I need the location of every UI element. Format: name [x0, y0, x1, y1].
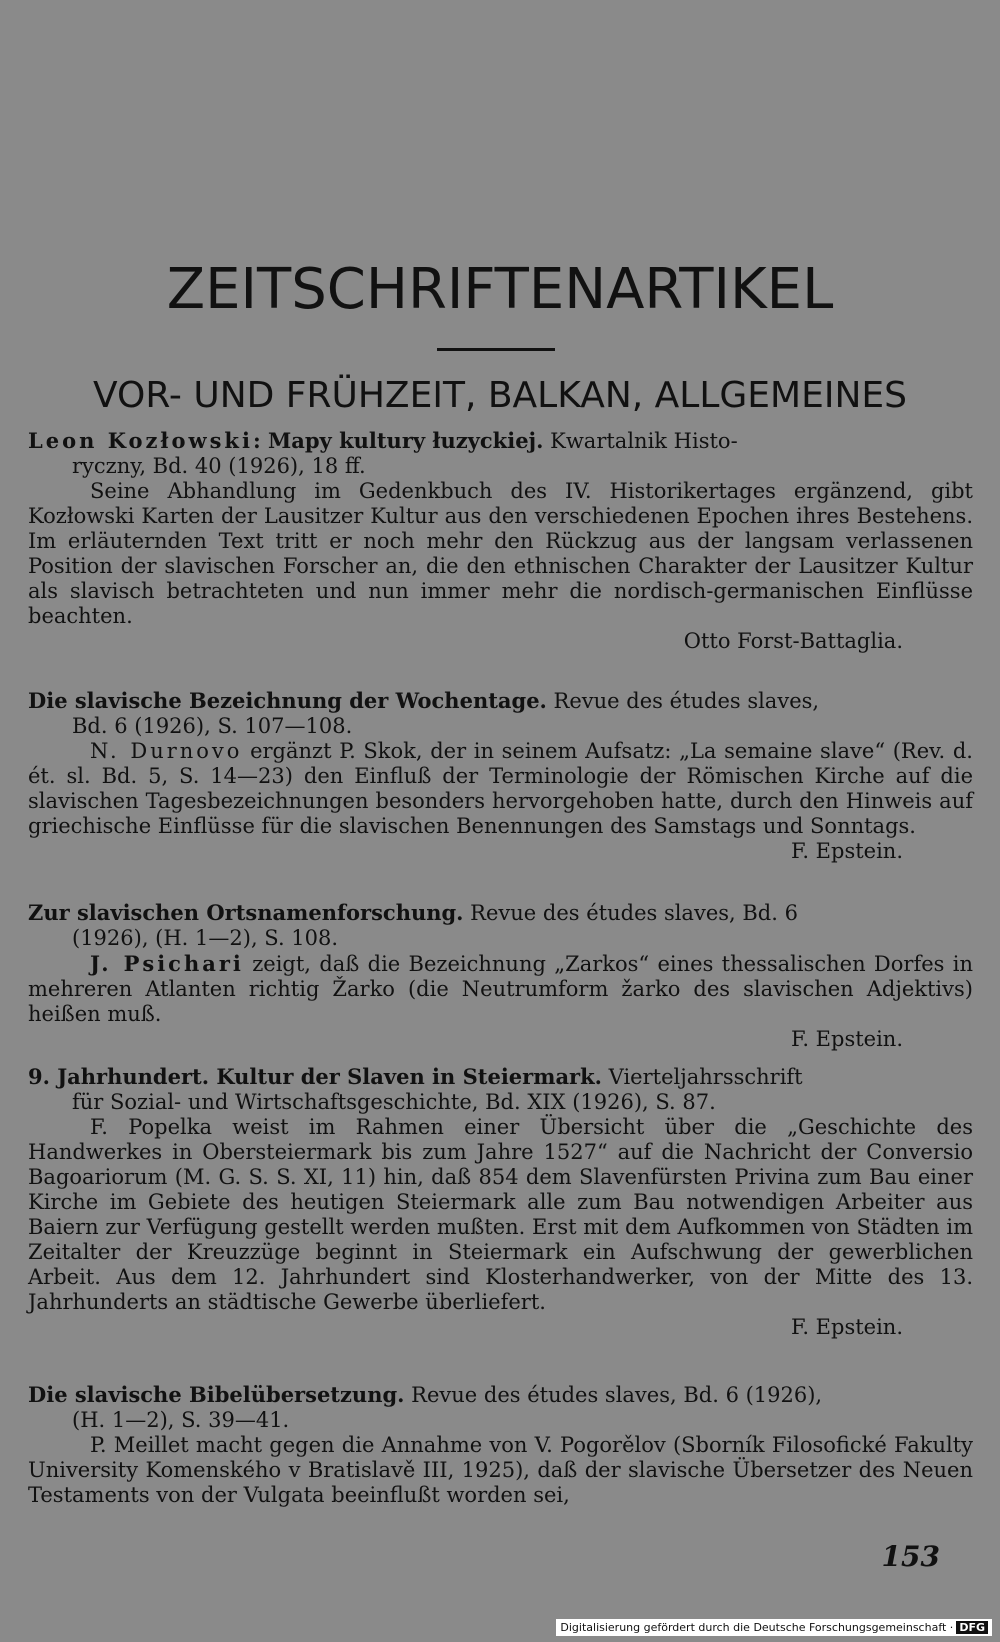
entry-title: Zur slavischen Ortsnamenforschung.: [28, 900, 464, 925]
entry-title: : Mapy kultury łuzyckiej.: [252, 428, 544, 453]
footer-credit: [556, 1619, 992, 1636]
entry-kozlowski: [28, 428, 973, 654]
entry-source-cont: ryczny, Bd. 40 (1926), 18 ff.: [72, 454, 366, 478]
entry-body: J. Psichari zeigt, daß die Bezeichnung „Zarkos“ eines thessalischen Dorfes in mehreren Atlanten richtig Žarko (die Neutrumform žarko des slavischen Adjektivs) heißen muß.: [28, 951, 973, 1026]
entry-source-cont: (H. 1—2), S. 39—41.: [72, 1408, 290, 1432]
entry-bibel: [28, 1382, 973, 1508]
entry-body: N. Durnovo ergänzt P. Skok, der in seinem Aufsatz: „La semaine slave“ (Rev. d. ét. sl. Bd. 5, S. 14—23) den Einfluß der Terminologie der Römischen Kirche auf die slavischen Tagesbezeichnungen besonders hervorgehoben hatte, durch den Hinweis auf griechische Einflüsse für die slavischen Benennungen des Samstags und Sonntags.: [28, 739, 973, 838]
entry-wochentage: [28, 688, 973, 864]
entry-source: Revue des études slaves,: [546, 689, 820, 713]
dfg-logo: DFG: [956, 1621, 988, 1634]
entry-body: P. Meillet macht gegen die Annahme von V. Pogorělov (Sborník Filosofické Fakulty University Komenského v Bratislavě III, 1925), daß der slavische Übersetzer des Neuen Testaments von der Vulgata beeinflußt worden sei,: [28, 1433, 973, 1507]
entry-source-cont: (1926), (H. 1—2), S. 108.: [72, 926, 339, 950]
entry-signature: F. Epstein.: [791, 1315, 903, 1339]
entry-body: Seine Abhandlung im Gedenkbuch des IV. Historikertages ergänzend, gibt Kozłowski Karten der Lausitzer Kultur aus den verschiedenen Epochen ihres Bestehens. Im erläuternden Text tritt er noch mehr den Rückzug aus der langsam verlassenen Position der slavischen Forscher an, die den ethnischen Charakter der Lausitzer Kultur als slavisch betrachteten und nun immer mehr die nordisch-germanischen Einflüsse beachten.: [28, 479, 973, 628]
page-number: 153: [881, 1540, 940, 1573]
entry-title: 9. Jahrhundert. Kultur der Slaven in Steiermark.: [28, 1064, 602, 1089]
entry-source: Kwartalnik Histo-: [543, 429, 738, 453]
footer-text: Digitalisierung gefördert durch die Deutsche Forschungsgemeinschaft ·: [560, 1621, 954, 1634]
entry-lead-author: J. Psichari: [90, 951, 244, 976]
section-title: VOR- UND FRÜHZEIT, BALKAN, ALLGEMEINES: [93, 375, 907, 416]
entry-ortsnamen: [28, 900, 973, 1052]
entry-title: Die slavische Bezeichnung der Wochentage.: [28, 688, 547, 713]
entry-heading: [28, 900, 973, 926]
entry-source-cont: für Sozial- und Wirtschaftsgeschichte, Bd. XIX (1926), S. 87.: [72, 1090, 716, 1114]
entry-lead-author: N. Durnovo: [90, 739, 243, 763]
entry-signature: F. Epstein.: [791, 839, 903, 863]
page-title: ZEITSCHRIFTENARTIKEL: [166, 257, 834, 322]
entry-heading: [28, 1382, 973, 1408]
entry-signature: Otto Forst-Battaglia.: [683, 629, 903, 653]
entry-title: Die slavische Bibelübersetzung.: [28, 1382, 405, 1407]
entry-signature: F. Epstein.: [791, 1027, 903, 1051]
entry-heading: [28, 1064, 973, 1090]
title-divider: [437, 348, 555, 351]
entry-source: Revue des études slaves, Bd. 6 (1926),: [404, 1383, 823, 1407]
entry-source: Revue des études slaves, Bd. 6: [463, 901, 798, 925]
entry-steiermark: [28, 1064, 973, 1340]
entry-author: Leon Kozłowski: [28, 428, 253, 453]
entry-source-cont: Bd. 6 (1926), S. 107—108.: [72, 714, 353, 738]
entry-body: F. Popelka weist im Rahmen einer Übersicht über die „Geschichte des Handwerkes in Obersteiermark bis zum Jahre 1527“ auf die Nachricht der Conversio Bagoariorum (M. G. S. S. XI, 11) hin, daß 854 dem Slavenfürsten Privina zum Bau einer Kirche im Gebiete des heutigen Steiermark alle zum Bau notwendigen Arbeiter aus Baiern zur Verfügung gestellt werden mußten. Erst mit dem Aufkommen von Städten im Zeitalter der Kreuzzüge beginnt in Steiermark ein Aufschwung der gewerblichen Arbeit. Aus dem 12. Jahrhundert sind Klosterhandwerker, von der Mitte des 13. Jahrhunderts an städtische Gewerbe überliefert.: [28, 1115, 973, 1314]
entry-heading: [28, 688, 973, 714]
entry-source: Vierteljahrsschrift: [601, 1065, 803, 1089]
entry-heading: [28, 428, 973, 454]
